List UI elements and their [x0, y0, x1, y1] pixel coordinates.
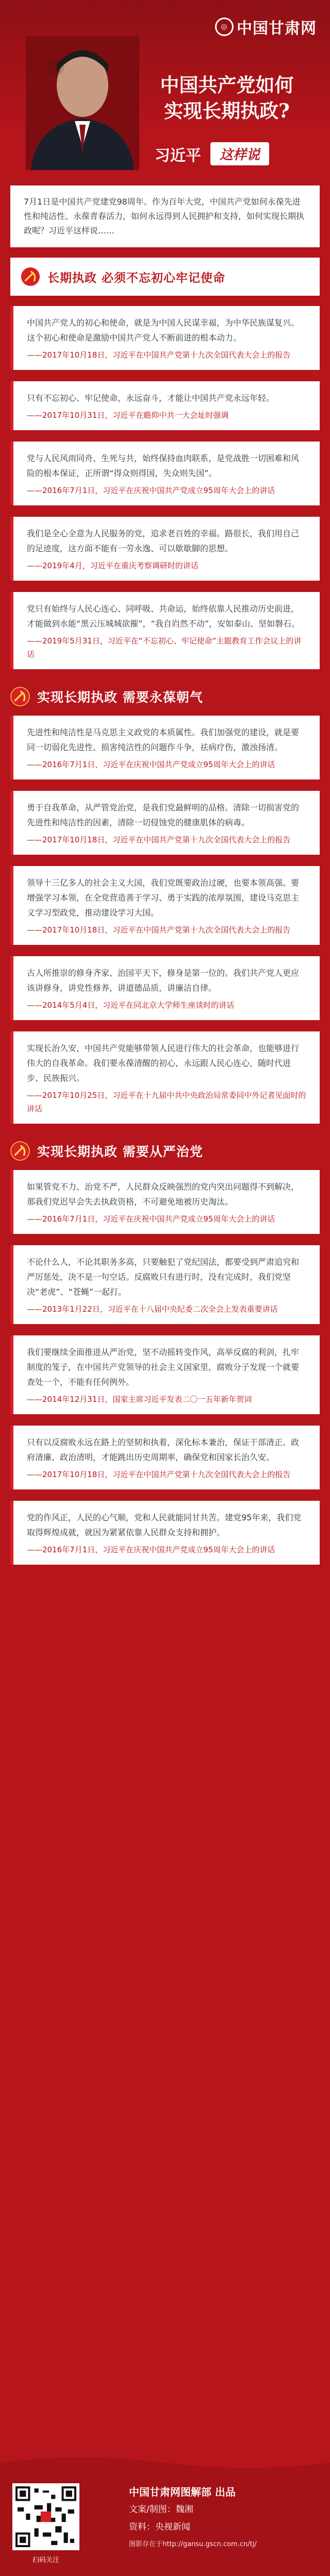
section-3-header [10, 1141, 320, 1161]
quote-citation: ——2014年12月31日，国家主席习近平发表二〇一五年新年贺词 [27, 1395, 252, 1404]
quote-card [10, 1031, 320, 1124]
quote-citation: ——2014年5月4日，习近平在同北京大学师生座谈时的讲话 [27, 1001, 235, 1010]
quote-citation: ——2017年10月18日，习近平在中国共产党第十九次全国代表大会上的报告 [27, 835, 291, 844]
section-2-title: 实现长期执政 需要永葆朝气 [37, 690, 203, 705]
quote-citation: ——2019年4月，习近平在重庆考察调研时的讲话 [27, 561, 199, 570]
source-credit: 资料：央视新闻 [129, 2522, 190, 2532]
quote-text: 勇于自我革命，从严管党治党，是我们党最鲜明的品格。清除一切损害党的先进性和纯洁性的因素，清除一切侵蚀党的健康肌体的病毒。 [27, 803, 300, 827]
source-url[interactable]: 图影存在于http://gansu.gscn.com.cn/tj/ [129, 2540, 257, 2548]
quote-text: 中国共产党人的初心和使命，就是为中国人民谋幸福，为中华民族谋复兴。这个初心和使命是激励中国共产党人不断前进的根本动力。 [27, 318, 300, 343]
quote-citation: ——2017年10月18日，习近平在中国共产党第十九次全国代表大会上的报告 [27, 350, 291, 360]
quote-card [10, 592, 320, 669]
portrait-image [26, 36, 139, 170]
quote-text: 我们要继续全面推进从严治党，坚不动摇转变作风，高举反腐的利剑，扎牢制度的笼子，在中国共产党领导的社会主义国家里，腐败分子发现一个就要查处一个，不能有任何例外。 [27, 1347, 300, 1387]
quote-citation: ——2016年7月1日，习近平在庆祝中国共产党成立95周年大会上的讲话 [27, 1545, 275, 1554]
logo-mark-icon: ◎ [215, 18, 234, 36]
quote-text: 党与人民风雨同舟、生死与共，始终保持血肉联系，是党战胜一切困难和风险的根本保证，正所谓“得众则得国，失众则失国”。 [27, 453, 300, 478]
quote-text: 我们是全心全意为人民服务的党，追求老百姓的幸福。路很长，我们用自己的足迹度，这方面不能有一劳永逸、可以歇歇脚的思想。 [27, 529, 300, 553]
quote-citation: ——2017年10月25日，习近平在十九届中共中央政治局常委同中外记者见面时的讲话 [27, 1091, 306, 1113]
intro-paragraph: 7月1日是中国共产党建党98周年。作为百年大党，中国共产党如何永葆先进性和纯洁性、永葆青春活力，如何永远得到人民拥护和支持，如何实现长期执政呢？习近平这样说…… [10, 185, 320, 247]
quote-citation: ——2017年10月31日，习近平在瞻仰中共一大会址时强调 [27, 411, 229, 420]
quote-card [10, 381, 320, 430]
quote-text: 如果管党不力、治党不严，人民群众反映强烈的党内突出问题得不到解决，那我们党迟早会失去执政资格，不可避免地被历史淘汰。 [27, 1182, 300, 1207]
quote-citation: ——2016年7月1日，习近平在庆祝中国共产党成立95周年大会上的讲话 [27, 1214, 275, 1224]
byline [155, 142, 269, 165]
producer-org: 中国甘肃网图解部 出品 [129, 2486, 236, 2498]
writer-credit: 文案/制图：魏湘 [129, 2504, 193, 2515]
quote-card [10, 716, 320, 779]
party-emblem-icon [10, 687, 30, 706]
title-line-1: 中国共产党如何 [160, 74, 294, 96]
site-logo[interactable] [215, 15, 317, 38]
quote-text: 只有不忘初心、牢记使命，永远奋斗，才能让中国共产党永远年轻。 [27, 393, 275, 403]
quote-text: 党只有始终与人民心连心、同呼吸、共命运，始终依靠人民推动历史前进，才能做到水能“黑云压城城欲摧”，“我自岿然不动”，安如泰山、坚如磐石。 [27, 604, 300, 629]
quote-citation: ——2019年5月31日，习近平在“不忘初心、牢记使命”主题教育工作会议上的讲话 [27, 636, 302, 659]
quote-citation: ——2017年10月18日，习近平在中国共产党第十九次全国代表大会上的报告 [27, 925, 291, 935]
speaks-tag: 这样说 [210, 142, 269, 165]
quote-text: 实现长治久安，中国共产党能够带领人民进行伟大的社会革命，也能够进行伟大的自我革命。我们要永葆清醒的初心，永远跟人民心连心，随时代进步、民族振兴。 [27, 1043, 300, 1083]
quote-text: 领导十三亿多人的社会主义大国，我们党既要政治过硬，也要本领高强。要增强学习本领，在全党营造善于学习、勇于实践的浓厚氛围，建设马克思主义学习型政党，推动建设学习大国。 [27, 878, 300, 918]
party-emblem-icon [21, 267, 40, 286]
quote-citation: ——2017年10月18日，习近平在中国共产党第十九次全国代表大会上的报告 [27, 1470, 291, 1479]
quote-card [10, 1170, 320, 1234]
quote-citation: ——2013年1月22日，习近平在十八届中央纪委二次全会上发表重要讲话 [27, 1304, 278, 1314]
quote-card [10, 866, 320, 945]
section-1-title: 长期执政 必须不忘初心牢记使命 [47, 271, 226, 285]
quote-card [10, 1335, 320, 1414]
quote-text: 古人所推崇的修身齐家、治国平天下，修身是第一位的。我们共产党人更应该讲修身，讲党性修养，讲道德品质，讲廉洁自律。 [27, 968, 300, 993]
quote-card [10, 1245, 320, 1324]
quote-card [10, 1426, 320, 1489]
title-line-2: 实现长期执政? [164, 99, 290, 122]
quote-text: 只有以反腐败永远在路上的坚韧和执着，深化标本兼治，保证干部清正、政府清廉、政治清明，才能跳出历史周期率，确保党和国家长治久安。 [27, 1437, 300, 1462]
quote-card [10, 306, 320, 370]
footer [0, 2468, 330, 2576]
quote-card [10, 517, 320, 581]
quote-text: 不论什么人，不论其职务多高，只要触犯了党纪国法，都要受到严肃追究和严厉惩处，决不是一句空话。反腐败只有进行时，没有完成时，我们党坚决“老虎”、“苍蝇”一起打。 [27, 1257, 300, 1297]
quote-card [10, 442, 320, 505]
party-emblem-icon [10, 1141, 30, 1161]
quote-card [10, 1501, 320, 1565]
main-content [10, 185, 320, 1576]
section-3-title: 实现长期执政 需要从严治党 [37, 1144, 203, 1159]
logo-text: 中国甘肃网 [237, 20, 317, 38]
quote-card [10, 956, 320, 1020]
page-title [139, 72, 315, 124]
section-1-header [10, 258, 320, 296]
quote-citation: ——2016年7月1日，习近平在庆祝中国共产党成立95周年大会上的讲话 [27, 760, 275, 769]
speaker-name: 习近平 [155, 146, 201, 165]
quote-text: 党的作风正，人民的心气顺，党和人民就能同甘共苦。建党95年来，我们党取得辉煌成就，就因为紧紧依靠人民群众支持和拥护。 [27, 1513, 302, 1537]
section-2-header [10, 687, 320, 706]
qr-code-image[interactable] [12, 2483, 79, 2550]
quote-citation: ——2016年7月1日，习近平在庆祝中国共产党成立95周年大会上的讲话 [27, 486, 275, 495]
quote-text: 先进性和纯洁性是马克思主义政党的本质属性。我们加强党的建设，就是要同一切弱化先进性、损害纯洁性的问题作斗争，祛病疗伤，激浊扬清。 [27, 727, 300, 752]
credits-block [129, 2483, 257, 2553]
quote-card [10, 791, 320, 855]
qr-code-label: 扫码关注 [32, 2556, 59, 2564]
